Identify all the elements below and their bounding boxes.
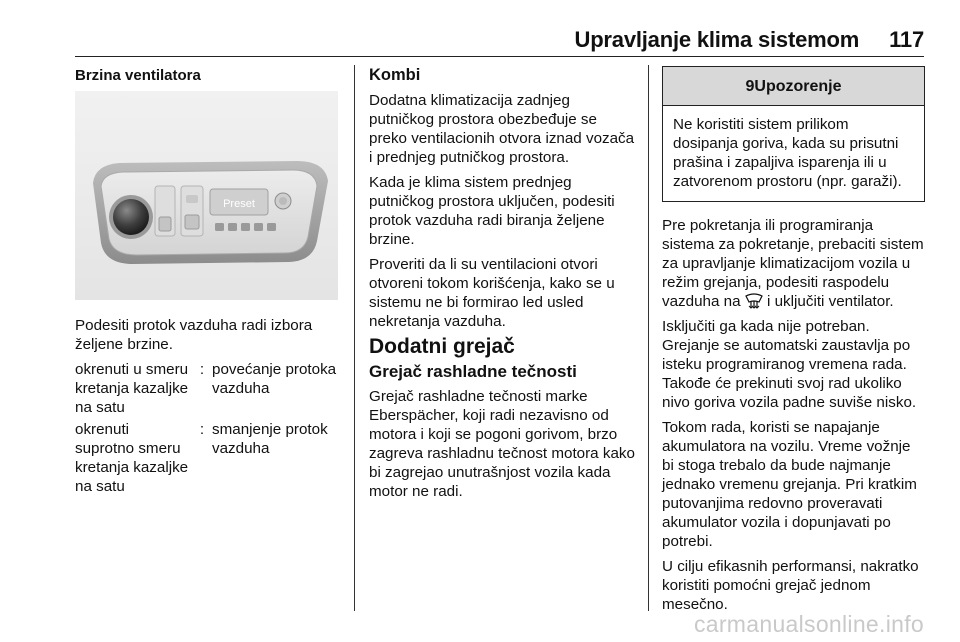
definition-term: okrenuti u smeru kretanja kazaljke na satu (75, 361, 189, 416)
warning-title: Upozorenje (754, 78, 842, 95)
kombi-paragraph-1: Dodatna klimatizacija zadnjeg putničkog prostora obezbeđuje se preko ventilacionih otvora iznad vozača i prednjeg putničkog prostora. (369, 92, 635, 166)
display-text: Preset (223, 198, 255, 210)
definition-description: smanjenje protok vazduha (212, 421, 328, 457)
auxiliary-heater-heading: Dodatni grejač (369, 335, 515, 358)
column-1 (75, 66, 341, 499)
warning-triangle-icon: 9 (745, 78, 755, 95)
definition-separator: : (199, 421, 205, 438)
watermark: carmanualsonline.info (693, 611, 924, 637)
fan-speed-heading: Brzina ventilatora (75, 67, 201, 84)
warning-box (662, 66, 925, 202)
fan-control-panel-image (75, 91, 338, 300)
heater-paragraph-1-text: Pre pokretanja ili programiranja sistema za pokretanje, prebaciti sistem za upravljanje klimatizacijom vozila u režim grejanja, podesiti raspodelu vazduha na (662, 217, 924, 310)
coolant-heater-heading: Grejač rashladne tečnosti (369, 362, 577, 381)
heater-paragraph-1-tail: i uključiti ventilator. (767, 293, 894, 310)
header-rule (75, 56, 924, 57)
page-header-title: Upravljanje klima sistemom (574, 27, 860, 52)
kombi-paragraph-2: Kada je klima sistem prednjeg putničkog prostora uključen, podesiti protok vazduha radi biranja željene brzine. (369, 174, 615, 248)
control-panel-illustration (75, 91, 338, 300)
windscreen-defrost-icon (745, 293, 763, 309)
fan-speed-definition-list (75, 360, 341, 499)
page-header (575, 27, 925, 53)
definition-term: okrenuti suprotno smeru kretanja kazaljke na satu (75, 421, 189, 495)
column-2 (369, 66, 637, 507)
definition-separator: : (199, 361, 205, 378)
kombi-paragraph-3: Proveriti da li su ventilacioni otvori otvoreni tokom korišćenja, kako se u sistemu ne bi formirao led usled nekretanja vazduha. (369, 256, 615, 330)
warning-text: Ne koristiti sistem prilikom dosipanja goriva, kada su prisutni prašina i zapaljiva isparenja ili u zatvorenom prostoru (npr. garaži). (673, 116, 902, 190)
coolant-heater-paragraph: Grejač rashladne tečnosti marke Eberspächer, koji radi nezavisno od motora i koji se pogoni gorivom, brzo zagreva rashladnu tečnost motora kako bi zagrejao unutrašnjost vozila kada motor ne radi. (369, 388, 635, 500)
fan-speed-intro: Podesiti protok vazduha radi izbora željene brzine. (75, 317, 313, 353)
kombi-heading: Kombi (369, 66, 421, 84)
definition-description: povećanje protoka vazduha (212, 361, 337, 397)
column-3 (662, 66, 925, 620)
column-divider-1 (354, 65, 355, 611)
page-number: 117 (889, 27, 924, 52)
heater-paragraph-2: Isključiti ga kada nije potreban. Grejanje se automatski zaustavlja po isteku programiranog vremena rada. Takođe će prekinuti svoj rad ukoliko nivo goriva vozila padne suviše nisko. (662, 318, 917, 411)
warning-header (663, 67, 924, 106)
column-divider-2 (648, 65, 649, 611)
heater-paragraph-1 (662, 216, 925, 311)
heater-paragraph-3: Tokom rada, koristi se napajanje akumulatora na vozilu. Vreme vožnje bi stoga trebalo da bude najmanje jednako vremenu grejanja. Pri kratkim putovanjima redovno proveravati akumulator vozila i dopunjavati po potrebi. (662, 419, 917, 550)
heater-paragraph-4: U cilju efikasnih performansi, nakratko koristiti pomoćni grejač jednom mesečno. (662, 558, 919, 613)
